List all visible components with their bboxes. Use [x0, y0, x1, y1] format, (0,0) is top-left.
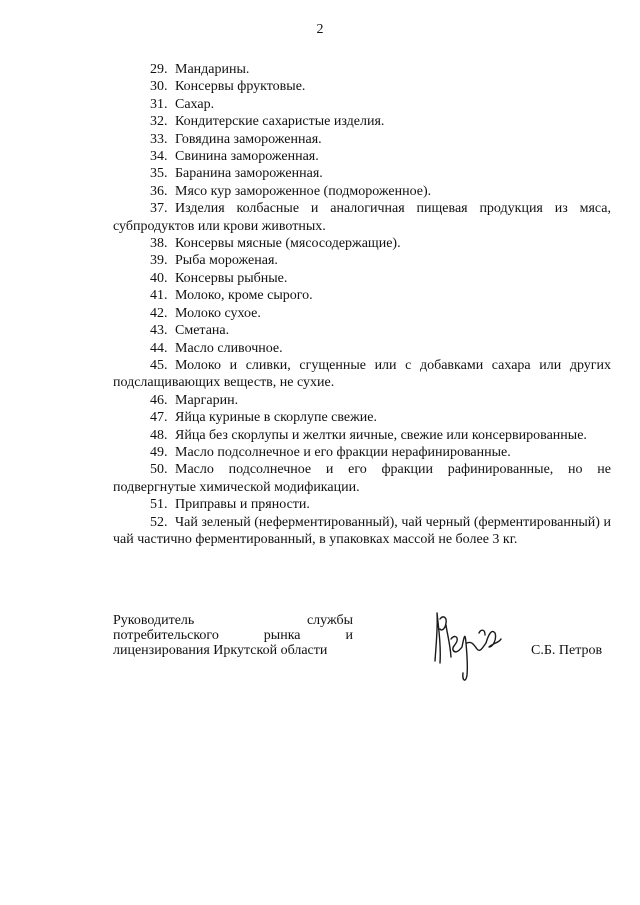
signatory-position	[113, 613, 353, 658]
page-number: 2	[316, 22, 324, 37]
item-text: Кондитерские сахаристые изделия.	[175, 114, 385, 130]
list-item	[113, 61, 611, 78]
item-text: Масло подсолнечное и его фракции рафинированные, но не подвергнутые химической модификации.	[113, 462, 611, 495]
position-line-2: потребительского рынка и	[113, 628, 353, 643]
handwritten-signature	[431, 603, 521, 683]
item-number: 48.	[150, 427, 168, 443]
list-item	[113, 305, 611, 322]
item-number: 38.	[150, 236, 168, 252]
item-number: 29.	[150, 62, 168, 77]
list-item	[113, 270, 611, 287]
item-number: 37.	[150, 201, 168, 217]
item-number: 39.	[150, 253, 168, 269]
item-number: 31.	[150, 96, 168, 112]
item-text: Изделия колбасные и аналогичная пищевая продукция из мяса, субпродуктов или крови животных.	[113, 201, 611, 234]
list-item	[113, 409, 611, 426]
item-text: Говядина замороженная.	[175, 131, 322, 147]
item-text: Сметана.	[175, 323, 230, 339]
item-text: Рыба мороженая.	[175, 253, 278, 269]
item-text: Масло подсолнечное и его фракции нерафинированные.	[175, 444, 511, 460]
list-item	[113, 444, 611, 461]
item-number: 47.	[150, 410, 168, 426]
item-number: 41.	[150, 288, 168, 304]
item-number: 35.	[150, 166, 168, 182]
item-text: Яйца без скорлупы и желтки яичные, свежие или консервированные.	[175, 427, 587, 443]
position-line-1: Руководитель службы	[113, 613, 353, 628]
list-item	[113, 252, 611, 269]
item-text: Мандарины.	[175, 62, 250, 77]
item-number: 49.	[150, 444, 168, 460]
item-text: Мясо кур замороженное (подмороженное).	[175, 183, 432, 199]
list-item	[113, 287, 611, 304]
list-item	[113, 514, 611, 549]
list-item	[113, 165, 611, 182]
list-item	[113, 461, 611, 496]
item-text: Консервы мясные (мясосодержащие).	[175, 236, 401, 252]
list-item	[113, 322, 611, 339]
list-item	[113, 200, 611, 235]
item-text: Баранина замороженная.	[175, 166, 323, 182]
item-number: 44.	[150, 340, 168, 356]
position-line-3: лицензирования Иркутской области	[113, 643, 328, 658]
item-text: Чай зеленый (неферментированный), чай черный (ферментированный) и чай частично ферментированный, в упаковках массой не более 3 кг.	[113, 514, 611, 547]
item-number: 42.	[150, 305, 168, 321]
item-text: Приправы и пряности.	[175, 497, 310, 513]
signature-block	[113, 613, 613, 693]
item-text: Молоко сухое.	[175, 305, 261, 321]
list-item	[113, 427, 611, 444]
list-item	[113, 235, 611, 252]
item-number: 45.	[150, 357, 168, 373]
item-number: 43.	[150, 323, 168, 339]
item-text: Консервы фруктовые.	[175, 79, 306, 95]
item-number: 52.	[150, 514, 168, 530]
item-number: 33.	[150, 131, 168, 147]
item-text: Сахар.	[175, 96, 215, 112]
list-item	[113, 357, 611, 392]
item-number: 51.	[150, 497, 168, 513]
item-number: 34.	[150, 149, 168, 165]
item-text: Молоко и сливки, сгущенные или с добавками сахара или других подслащивающих веществ, не сухие.	[113, 357, 611, 391]
list-item	[113, 340, 611, 357]
item-number: 50.	[150, 462, 168, 478]
item-text: Масло сливочное.	[175, 340, 283, 356]
item-text: Яйца куриные в скорлупе свежие.	[175, 410, 378, 426]
item-text: Маргарин.	[175, 392, 239, 408]
item-number: 32.	[150, 114, 168, 130]
item-number: 40.	[150, 270, 168, 286]
list-item	[113, 113, 611, 130]
item-text: Молоко, кроме сырого.	[175, 288, 313, 304]
goods-list	[113, 61, 611, 548]
item-number: 46.	[150, 392, 168, 408]
list-item	[113, 496, 611, 513]
list-item	[113, 183, 611, 200]
item-number: 36.	[150, 183, 168, 199]
signatory-name: С.Б. Петров	[531, 643, 603, 658]
list-item	[113, 131, 611, 148]
list-item	[113, 392, 611, 409]
list-item	[113, 78, 611, 95]
list-item	[113, 96, 611, 113]
item-number: 30.	[150, 79, 168, 95]
list-item	[113, 148, 611, 165]
item-text: Свинина замороженная.	[175, 149, 319, 165]
item-text: Консервы рыбные.	[175, 270, 288, 286]
